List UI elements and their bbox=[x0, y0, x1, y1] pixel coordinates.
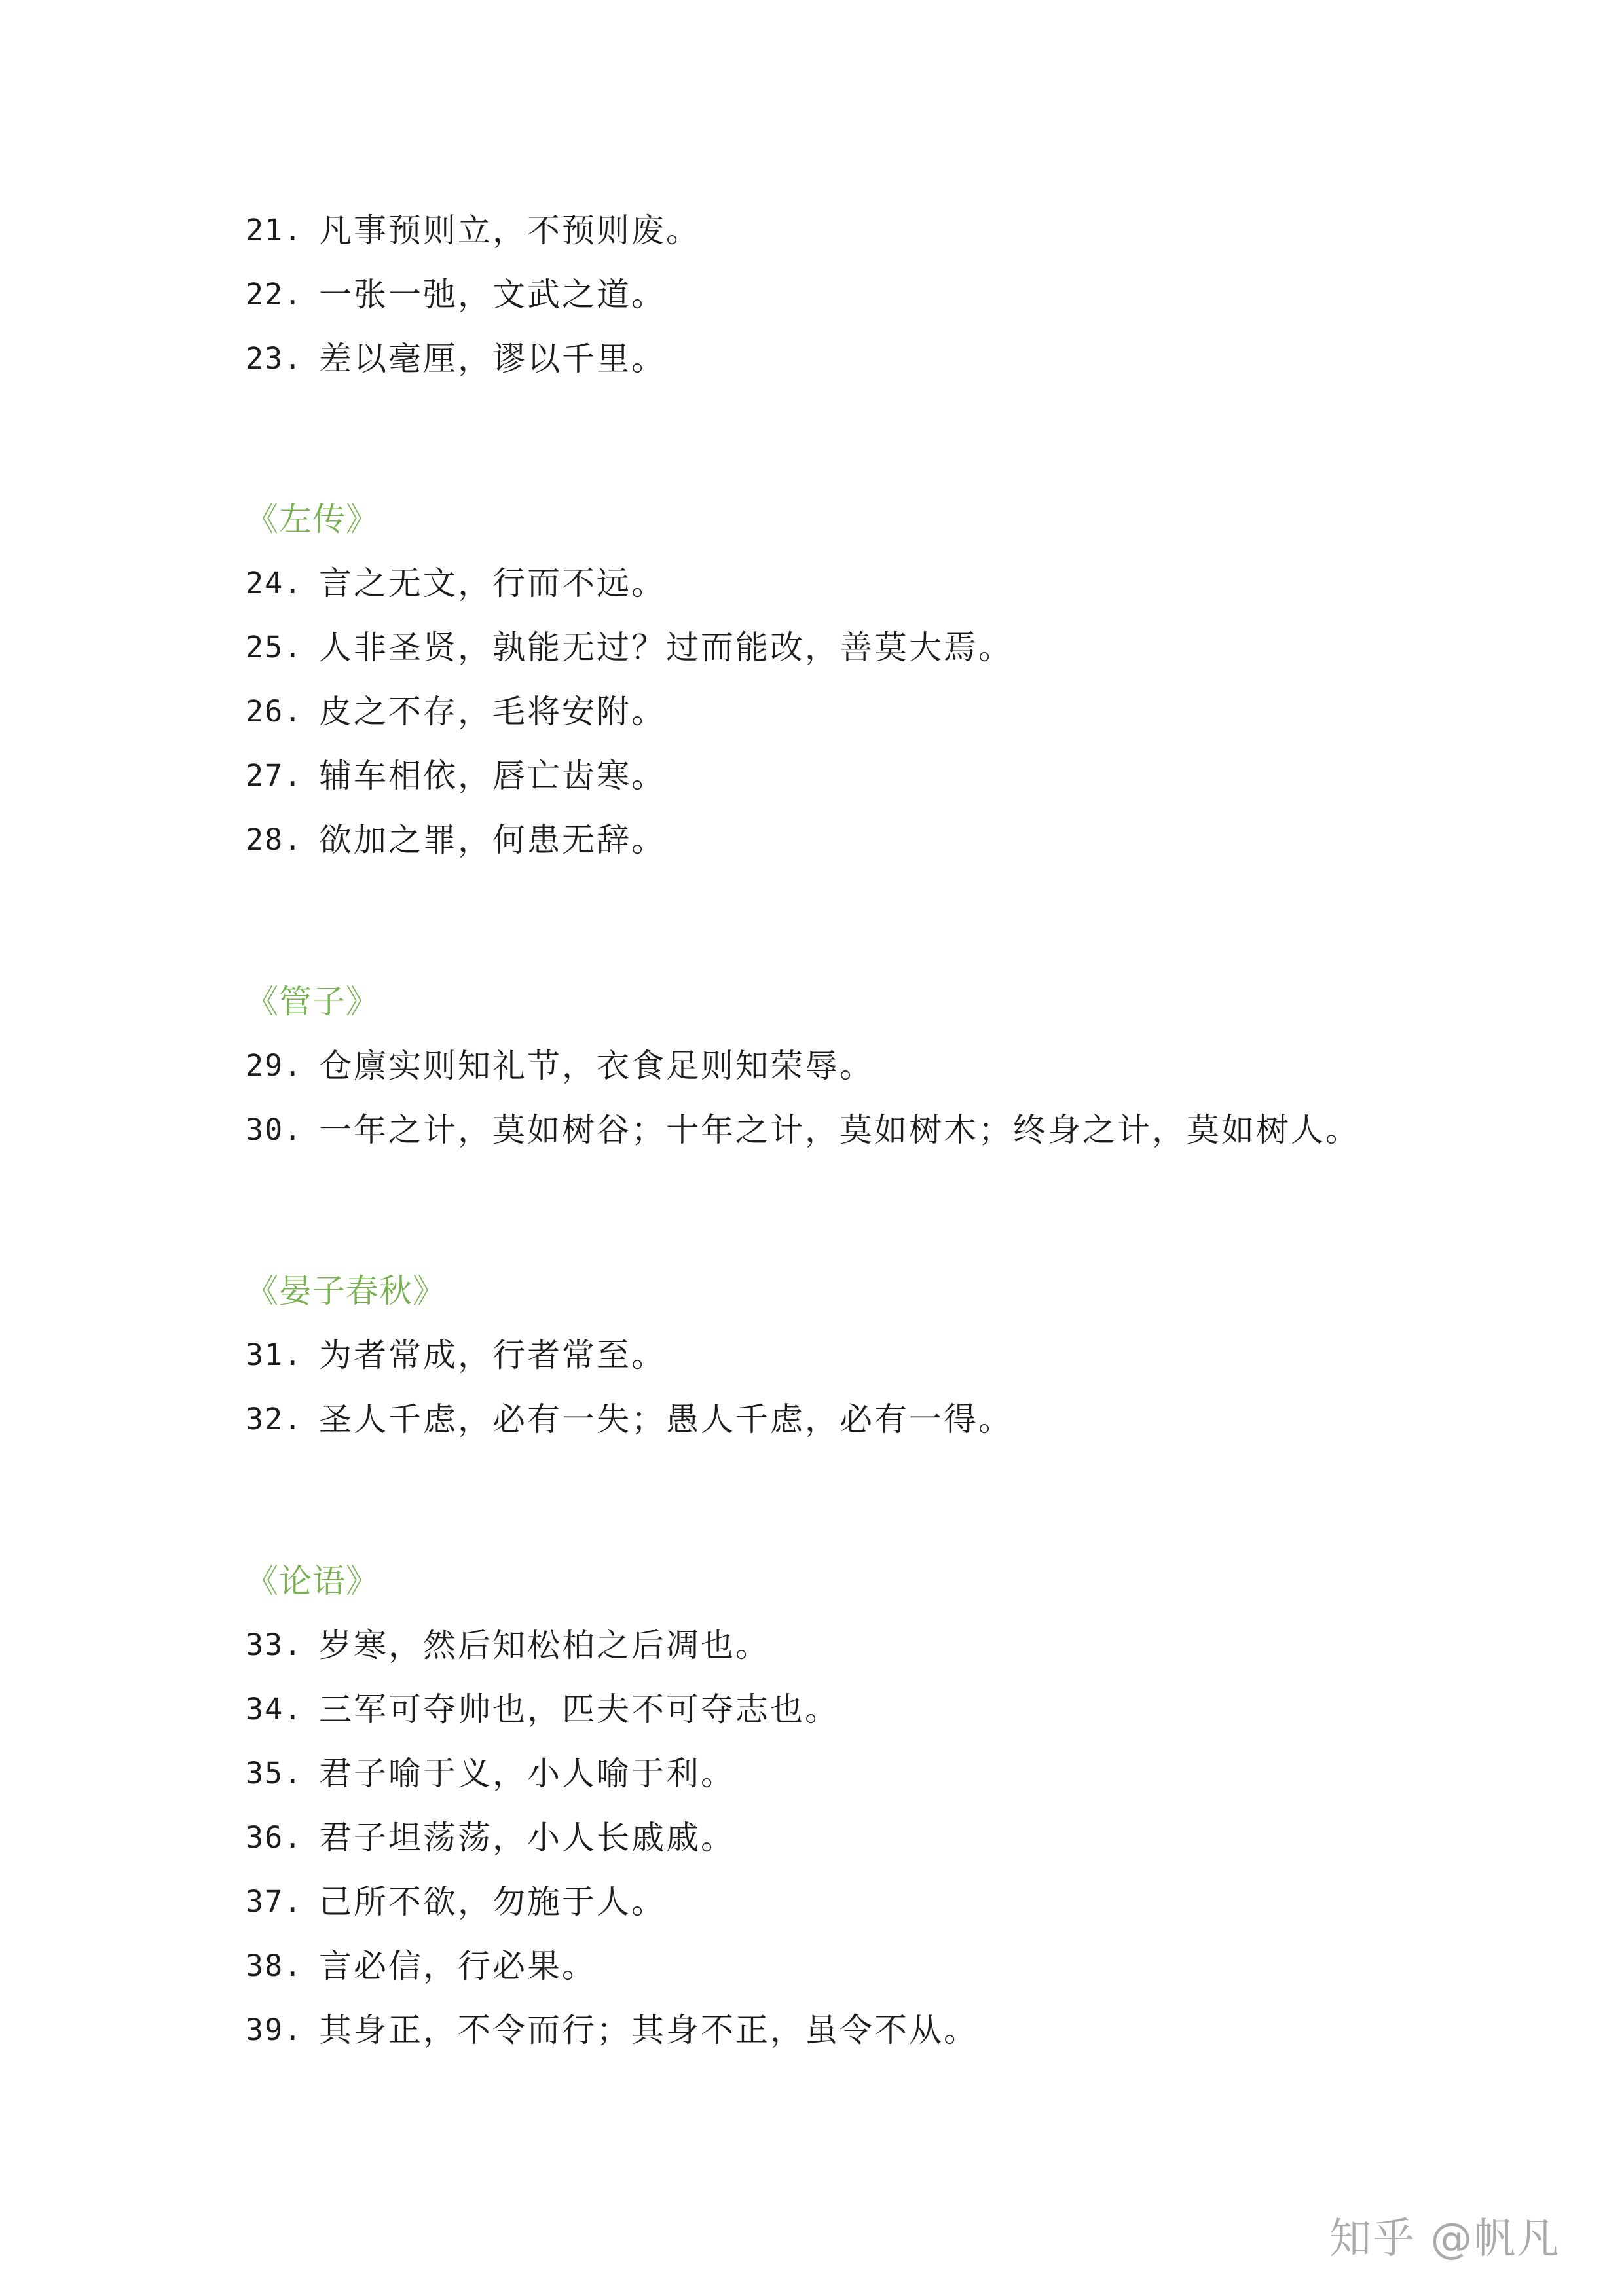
item-text: 三军可夺帅也，匹夫不可夺志也。 bbox=[319, 1690, 840, 1728]
item-text: 仓廪实则知礼节，衣食足则知荣辱。 bbox=[319, 1047, 874, 1085]
item-text: 人非圣贤，孰能无过？过而能改，善莫大焉。 bbox=[319, 629, 1013, 666]
list-item bbox=[246, 1690, 1424, 1754]
list-item bbox=[246, 1818, 1424, 1882]
item-number: 35. bbox=[246, 1756, 303, 1791]
item-number: 21. bbox=[246, 213, 303, 247]
section-guanzi bbox=[246, 982, 1424, 1175]
item-number: 23. bbox=[246, 341, 303, 376]
item-text: 为者常成，行者常至。 bbox=[319, 1336, 666, 1374]
item-text: 君子喻于义，小人喻于利。 bbox=[319, 1755, 735, 1793]
item-text: 皮之不存，毛将安附。 bbox=[319, 693, 666, 731]
list-item bbox=[246, 211, 1424, 275]
item-text: 其身正，不令而行；其身不正，虽令不从。 bbox=[319, 2011, 978, 2049]
item-text: 凡事预则立，不预则废。 bbox=[319, 211, 701, 249]
section-continued bbox=[246, 211, 1424, 403]
list-item bbox=[246, 1400, 1424, 1464]
item-number: 32. bbox=[246, 1402, 303, 1436]
section-heading: 《晏子春秋》 bbox=[246, 1272, 446, 1310]
item-number: 26. bbox=[246, 694, 303, 729]
item-number: 27. bbox=[246, 758, 303, 793]
item-number: 28. bbox=[246, 822, 303, 857]
list-item bbox=[246, 1754, 1424, 1818]
list-item bbox=[246, 628, 1424, 692]
item-text: 言必信，行必果。 bbox=[319, 1947, 597, 1985]
item-text: 圣人千虑，必有一失；愚人千虑，必有一得。 bbox=[319, 1400, 1013, 1438]
item-text: 岁寒，然后知松柏之后凋也。 bbox=[319, 1626, 770, 1664]
item-number: 29. bbox=[246, 1048, 303, 1083]
item-text: 一张一弛，文武之道。 bbox=[319, 276, 666, 314]
item-number: 24. bbox=[246, 566, 303, 600]
item-text: 言之无文，行而不远。 bbox=[319, 564, 666, 602]
item-number: 30. bbox=[246, 1112, 303, 1147]
item-number: 31. bbox=[246, 1338, 303, 1372]
item-number: 38. bbox=[246, 1948, 303, 1983]
item-text: 欲加之罪，何患无辞。 bbox=[319, 821, 666, 859]
list-item bbox=[246, 1110, 1424, 1175]
item-number: 39. bbox=[246, 2013, 303, 2047]
list-item bbox=[246, 1882, 1424, 1946]
item-number: 33. bbox=[246, 1628, 303, 1662]
list-item bbox=[246, 820, 1424, 884]
item-text: 差以毫厘，谬以千里。 bbox=[319, 340, 666, 378]
list-item bbox=[246, 1946, 1424, 2011]
item-number: 36. bbox=[246, 1820, 303, 1855]
section-heading: 《左传》 bbox=[246, 500, 379, 538]
item-text: 己所不欲，勿施于人。 bbox=[319, 1883, 666, 1921]
item-number: 25. bbox=[246, 630, 303, 665]
section-yanzichunqiu bbox=[246, 1271, 1424, 1464]
item-text: 一年之计，莫如树谷；十年之计，莫如树木；终身之计，莫如树人。 bbox=[319, 1111, 1360, 1149]
zhihu-watermark: 知乎 @帆凡 bbox=[1329, 2215, 1560, 2263]
list-item bbox=[246, 2011, 1424, 2075]
section-lunyu bbox=[246, 1561, 1424, 2075]
list-item bbox=[246, 756, 1424, 820]
section-heading: 《论语》 bbox=[246, 1562, 379, 1600]
item-number: 34. bbox=[246, 1692, 303, 1726]
list-item bbox=[246, 275, 1424, 339]
list-item bbox=[246, 1046, 1424, 1110]
list-item bbox=[246, 564, 1424, 628]
section-zuozhuan bbox=[246, 500, 1424, 884]
item-number: 22. bbox=[246, 277, 303, 312]
list-item bbox=[246, 339, 1424, 403]
item-text: 君子坦荡荡，小人长戚戚。 bbox=[319, 1819, 735, 1857]
list-item bbox=[246, 692, 1424, 756]
item-number: 37. bbox=[246, 1884, 303, 1919]
list-item bbox=[246, 1336, 1424, 1400]
list-item bbox=[246, 1626, 1424, 1690]
item-text: 辅车相依，唇亡齿寒。 bbox=[319, 757, 666, 795]
section-heading: 《管子》 bbox=[246, 983, 379, 1021]
